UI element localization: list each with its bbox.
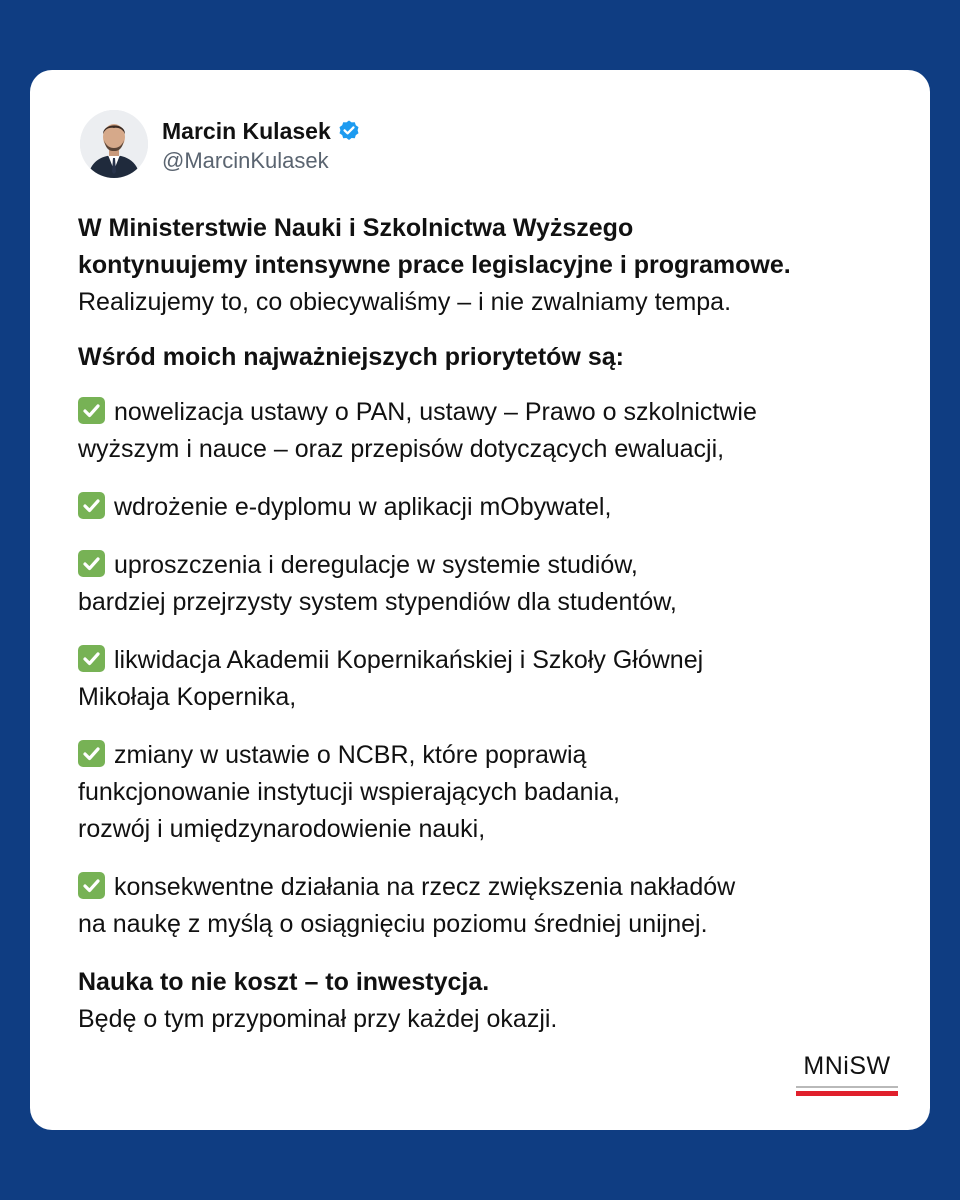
check-mark-icon [78,550,105,577]
check-mark-icon [78,397,105,424]
priority-item-text: na naukę z myślą o osiągnięciu poziomu średniej unijnej. [78,910,708,938]
priority-item-text: funkcjonowanie instytucji wspierających badania, [78,778,620,806]
intro-bold [78,210,898,284]
priority-item-text: likwidacja Akademii Kopernikańskiej i Szkoły Głównej [114,646,704,674]
priority-item-text: zmiany w ustawie o NCBR, które poprawią [114,741,587,769]
closing [78,964,898,1038]
logo-text: MNiSW [803,1052,891,1080]
intro-bold-line: W Ministerstwie Nauki i Szkolnictwa Wyższego [78,214,634,242]
priority-item [78,547,898,621]
check-mark-icon [78,740,105,767]
avatar-portrait-icon [80,110,148,178]
post-card [30,70,930,1130]
priority-item-text: rozwój i umiędzynarodowienie nauki, [78,815,486,843]
post-body [78,210,898,1038]
priority-item-text: wdrożenie e-dyplomu w aplikacji mObywatel, [114,493,612,521]
priority-item [78,869,898,943]
author-name-row [162,114,361,148]
priority-item-text: bardziej przejrzysty system stypendiów dla studentów, [78,588,677,616]
priority-item-text: nowelizacja ustawy o PAN, ustawy – Prawo o szkolnictwie [114,398,757,426]
logo-divider [796,1086,898,1088]
priority-item [78,642,898,716]
verified-badge-icon [337,119,361,143]
check-mark-icon [78,872,105,899]
author-block [162,114,361,174]
author-handle[interactable]: @MarcinKulasek [162,148,329,173]
intro-bold-line: kontynuujemy intensywne prace legislacyjne i programowe. [78,251,791,279]
check-mark-icon [78,645,105,672]
priority-item [78,737,898,848]
priority-item-text: uproszczenia i deregulacje w systemie studiów, [114,551,638,579]
ministry-logo [796,1051,898,1096]
priority-item [78,489,898,526]
priorities-heading: Wśród moich najważniejszych priorytetów są: [78,343,624,371]
post-header [80,110,361,178]
priority-item-text: Mikołaja Kopernika, [78,683,297,711]
closing-bold: Nauka to nie koszt – to inwestycja. [78,968,490,996]
priority-item [78,394,898,468]
priority-item-text: konsekwentne działania na rzecz zwiększenia nakładów [114,873,736,901]
closing-regular: Będę o tym przypominał przy każdej okazji. [78,1005,558,1033]
priority-item-text: wyższym i nauce – oraz przepisów dotyczących ewaluacji, [78,435,725,463]
intro-regular: Realizujemy to, co obiecywaliśmy – i nie zwalniamy tempa. [78,288,732,316]
author-name[interactable]: Marcin Kulasek [162,117,331,144]
check-mark-icon [78,492,105,519]
avatar[interactable] [80,110,148,178]
logo-red-bar [796,1091,898,1096]
